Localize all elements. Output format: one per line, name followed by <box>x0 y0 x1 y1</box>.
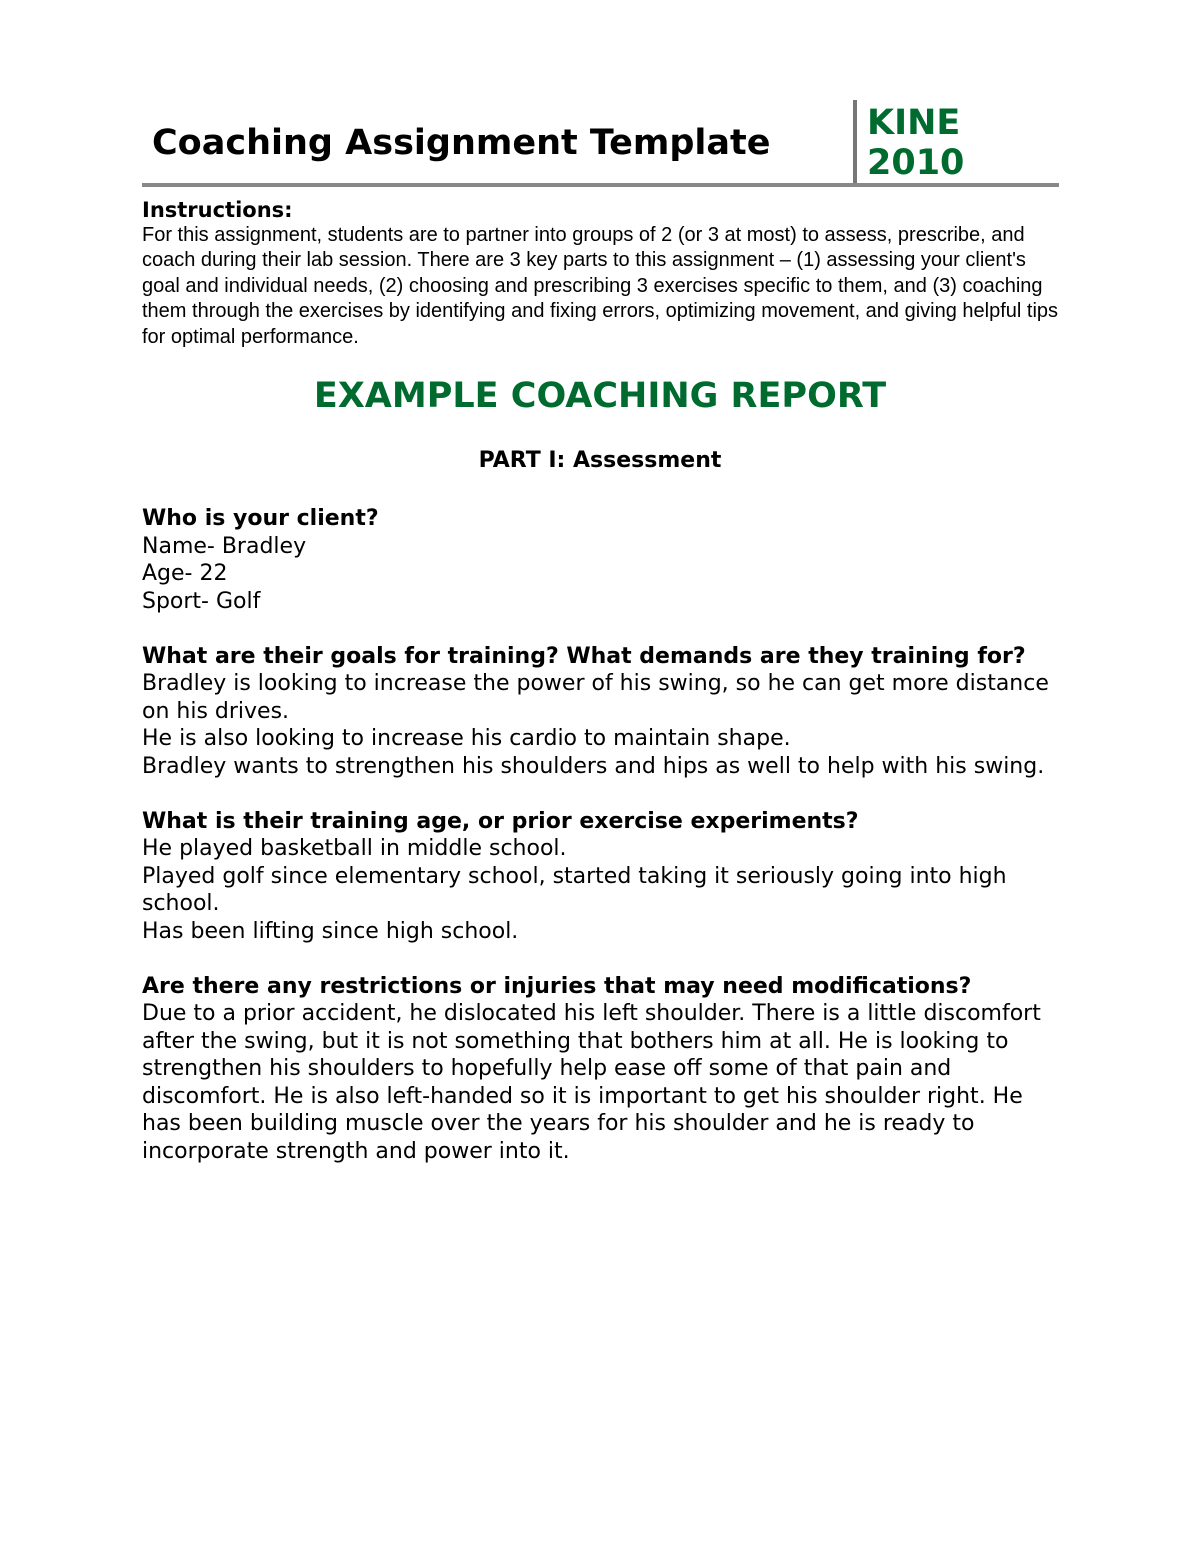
client-name: Name- Bradley <box>142 533 307 559</box>
report-title: EXAMPLE COACHING REPORT <box>313 376 887 416</box>
instructions-label: Instructions: <box>142 198 293 222</box>
goals-line: Bradley wants to strengthen his shoulders and hips as well to help with his swing. <box>142 753 1045 779</box>
restrictions-question: Are there any restrictions or injuries that may need modifications? <box>142 973 972 999</box>
goals-section <box>142 643 1062 781</box>
header-divider <box>853 100 857 184</box>
document-title: Coaching Assignment Template <box>152 123 771 163</box>
training-age-section <box>142 808 1062 946</box>
client-sport: Sport- Golf <box>142 588 261 614</box>
instructions-text: For this assignment, students are to partner into groups of 2 (or 3 at most) to assess, prescribe, and coach during their lab session. There are 3 key parts to this assignment – (1) assessing your client's goal and individual needs, (2) choosing and prescribing 3 exercises specific to them, and (3) coaching them through the exercises by identifying and fixing errors, optimizing movement, and giving helpful tips for optimal performance. <box>142 224 1059 348</box>
document-header <box>142 100 1059 186</box>
report-content <box>142 505 1062 1193</box>
training-age-line: Has been lifting since high school. <box>142 918 519 944</box>
training-age-question: What is their training age, or prior exercise experiments? <box>142 808 859 834</box>
restrictions-section <box>142 973 1062 1166</box>
course-code-line1: KINE <box>867 103 961 143</box>
client-section <box>142 505 1062 615</box>
course-code-line2: 2010 <box>867 143 965 183</box>
course-code <box>867 103 964 183</box>
restrictions-text: Due to a prior accident, he dislocated his left shoulder. There is a little discomfort after the swing, but it is not something that bothers him at all. He is looking to strengthen his shoulders to hopefully help ease off some of that pain and discomfort. He is also left-handed so it is important to get his shoulder right. He has been building muscle over the years for his shoulder and he is ready to incorporate strength and power into it. <box>142 1001 1041 1164</box>
header-rule <box>142 183 1059 187</box>
goals-line: Bradley is looking to increase the power of his swing, so he can get more distance on his drives. <box>142 671 1049 724</box>
goals-question: What are their goals for training? What demands are they training for? <box>142 643 1026 669</box>
training-age-line: Played golf since elementary school, started taking it seriously going into high school. <box>142 863 1007 916</box>
goals-line: He is also looking to increase his cardio to maintain shape. <box>142 726 791 751</box>
training-age-line: He played basketball in middle school. <box>142 836 567 861</box>
client-question: Who is your client? <box>142 506 379 531</box>
part-title: PART I: Assessment <box>478 448 722 473</box>
client-age: Age- 22 <box>142 561 228 586</box>
instructions-block <box>142 197 1062 350</box>
